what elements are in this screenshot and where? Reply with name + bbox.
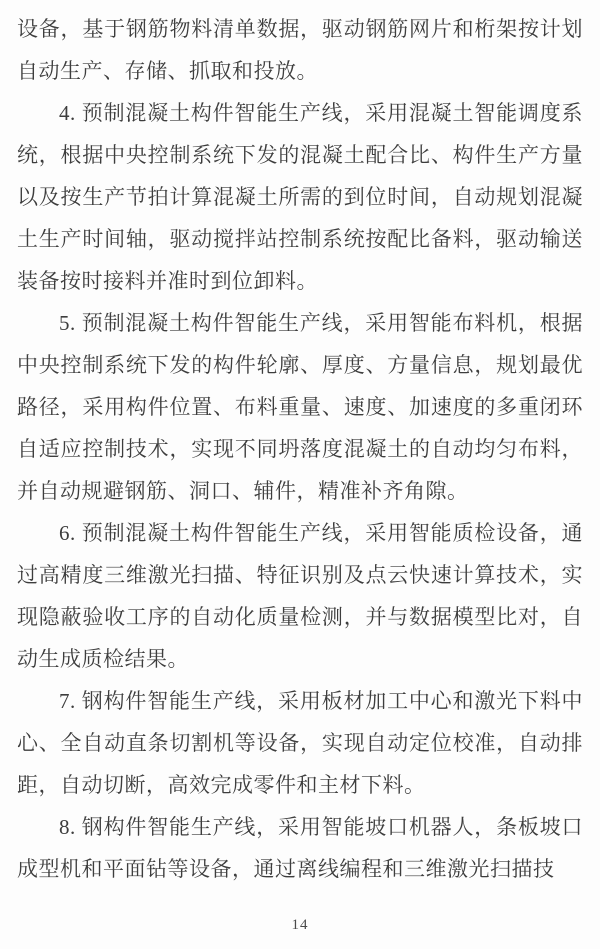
paragraph-continuation: 设备，基于钢筋物料清单数据，驱动钢筋网片和桁架按计划自动生产、存储、抓取和投放。 bbox=[17, 17, 583, 83]
paragraph-item-6: 6. 预制混凝土构件智能生产线，采用智能质检设备，通过高精度三维激光扫描、特征识别及点云快速计算技术，实现隐蔽验收工序的自动化质量检测，并与数据模型比对，自动生成质检结果。 bbox=[17, 521, 583, 671]
body-text bbox=[17, 8, 583, 890]
paragraph-item-7: 7. 钢构件智能生产线，采用板材加工中心和激光下料中心、全自动直条切割机等设备，实现自动定位校准，自动排距，自动切断，高效完成零件和主材下料。 bbox=[17, 689, 583, 797]
paragraph-item-8: 8. 钢构件智能生产线，采用智能坡口机器人，条板坡口成型机和平面钻等设备，通过离线编程和三维激光扫描技 bbox=[17, 815, 583, 881]
paragraph-item-5: 5. 预制混凝土构件智能生产线，采用智能布料机，根据中央控制系统下发的构件轮廓、厚度、方量信息，规划最优路径，采用构件位置、布料重量、速度、加速度的多重闭环自适应控制技术，实现不同坍落度混凝土的自动均匀布料，并自动规避钢筋、洞口、辅件，精准补齐角隙。 bbox=[17, 311, 583, 503]
paragraph-item-4: 4. 预制混凝土构件智能生产线，采用混凝土智能调度系统，根据中央控制系统下发的混凝土配合比、构件生产方量以及按生产节拍计算混凝土所需的到位时间，自动规划混凝土生产时间轴，驱动搅拌站控制系统按配比备料，驱动输送装备按时接料并准时到位卸料。 bbox=[17, 101, 583, 293]
page-number: 14 bbox=[291, 917, 309, 933]
